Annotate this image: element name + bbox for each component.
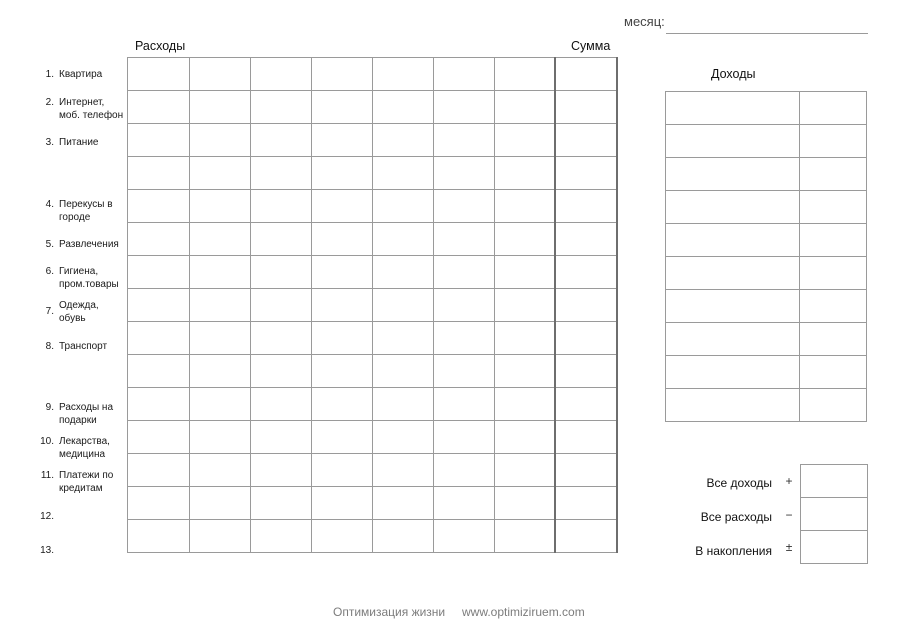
sum-cell[interactable] [555,421,617,454]
grid-row [666,224,867,257]
grid-cell[interactable] [128,520,190,553]
month-input-line[interactable] [666,33,868,34]
summary-income-label: Все доходы [706,476,772,490]
grid-cell[interactable] [801,465,868,498]
sum-cell[interactable] [555,289,617,322]
category-label: Лекарства, медицина [59,436,110,460]
category-7 [30,299,126,325]
grid-cell[interactable] [190,223,251,256]
grid-cell[interactable] [190,289,251,322]
grid-cell[interactable] [434,157,495,190]
grid-cell[interactable] [373,487,434,520]
grid-cell[interactable] [128,487,190,520]
grid-cell[interactable] [128,190,190,223]
category-label: Интернет, моб. телефон [59,97,124,121]
grid-cell[interactable] [251,58,312,91]
grid-cell[interactable] [312,289,373,322]
grid-cell[interactable] [434,355,495,388]
category-label [59,510,126,523]
category-label: Питание [59,137,99,148]
grid-row [666,290,867,323]
grid-cell[interactable] [312,58,373,91]
category-number: 13. [40,545,54,556]
grid-cell[interactable] [373,289,434,322]
grid-cell[interactable] [128,256,190,289]
grid-cell[interactable] [128,388,190,421]
grid-cell[interactable] [251,124,312,157]
category-6 [30,265,126,291]
grid-cell[interactable] [800,125,867,158]
summary-expenses-label: Все расходы [700,510,772,524]
category-label: Расходы на подарки [59,402,114,426]
grid-cell[interactable] [312,454,373,487]
grid-cell[interactable] [800,389,867,422]
grid-cell[interactable] [190,91,251,124]
grid-cell[interactable] [373,256,434,289]
sum-cell[interactable] [555,91,617,124]
sum-cell[interactable] [555,355,617,388]
grid-cell[interactable] [190,388,251,421]
grid-cell[interactable] [128,91,190,124]
grid-cell[interactable] [495,454,556,487]
grid-cell[interactable] [495,355,556,388]
grid-row [128,322,618,355]
grid-cell[interactable] [373,355,434,388]
summary-savings-label: В накопления [695,544,772,558]
category-number: 1. [45,69,54,80]
grid-cell[interactable] [495,421,556,454]
grid-cell[interactable] [434,256,495,289]
grid-row [128,124,618,157]
grid-cell[interactable] [373,421,434,454]
category-11 [30,469,126,495]
grid-cell[interactable] [251,322,312,355]
grid-cell[interactable] [800,290,867,323]
grid-cell[interactable] [434,520,495,553]
grid-cell[interactable] [128,157,190,190]
grid-row [801,531,868,564]
grid-cell[interactable] [312,322,373,355]
grid-cell[interactable] [666,290,800,323]
grid-cell[interactable] [434,91,495,124]
category-number: 7. [45,306,54,317]
grid-cell[interactable] [666,224,800,257]
category-12 [30,510,126,523]
grid-row [128,355,618,388]
category-number: 3. [45,137,54,148]
grid-row [128,223,618,256]
grid-cell[interactable] [666,92,800,125]
grid-cell[interactable] [312,256,373,289]
grid-cell[interactable] [373,190,434,223]
category-2 [30,96,126,122]
grid-cell[interactable] [801,498,868,531]
grid-cell[interactable] [251,454,312,487]
grid-cell[interactable] [190,355,251,388]
grid-cell[interactable] [434,190,495,223]
grid-cell[interactable] [434,289,495,322]
category-3 [30,136,126,149]
grid-row [666,257,867,290]
sum-cell[interactable] [555,388,617,421]
category-number: 5. [45,239,54,250]
category-number: 12. [40,511,54,522]
category-number: 10. [40,436,54,447]
grid-cell[interactable] [495,520,556,553]
grid-cell[interactable] [251,487,312,520]
grid-cell[interactable] [312,388,373,421]
grid-row [128,421,618,454]
grid-row [128,58,618,91]
grid-cell[interactable] [495,190,556,223]
category-number: 4. [45,199,54,210]
grid-cell[interactable] [434,487,495,520]
grid-cell[interactable] [373,223,434,256]
grid-cell[interactable] [128,355,190,388]
income-title: Доходы [711,67,756,81]
sum-cell[interactable] [555,190,617,223]
grid-cell[interactable] [373,157,434,190]
category-8 [30,340,126,353]
grid-row [128,289,618,322]
grid-cell[interactable] [800,224,867,257]
footer-brand: Оптимизация жизни [333,605,446,619]
expenses-title: Расходы [135,39,186,53]
grid-cell[interactable] [251,190,312,223]
category-4 [30,198,126,224]
grid-cell[interactable] [800,158,867,191]
expense-grid [127,57,618,553]
grid-row [128,157,618,190]
grid-cell[interactable] [434,421,495,454]
grid-cell[interactable] [434,58,495,91]
grid-cell[interactable] [800,323,867,356]
grid-cell[interactable] [434,322,495,355]
category-13 [30,544,126,557]
grid-cell[interactable] [666,191,800,224]
sum-cell[interactable] [555,256,617,289]
grid-cell[interactable] [495,388,556,421]
grid-row [666,158,867,191]
plus-icon: + [785,474,793,488]
grid-cell[interactable] [190,58,251,91]
grid-row [666,92,867,125]
grid-cell[interactable] [312,91,373,124]
grid-cell[interactable] [128,454,190,487]
grid-cell[interactable] [190,454,251,487]
grid-cell[interactable] [251,388,312,421]
grid-cell[interactable] [312,223,373,256]
grid-cell[interactable] [666,323,800,356]
category-number: 11. [40,470,54,481]
grid-cell[interactable] [434,124,495,157]
grid-cell[interactable] [373,124,434,157]
category-9 [30,401,126,427]
grid-cell[interactable] [666,158,800,191]
grid-row [801,498,868,531]
grid-cell[interactable] [495,289,556,322]
grid-cell[interactable] [190,421,251,454]
category-number: 6. [45,266,54,277]
grid-cell[interactable] [373,454,434,487]
grid-cell[interactable] [128,223,190,256]
grid-cell[interactable] [666,125,800,158]
grid-cell[interactable] [666,356,800,389]
grid-cell[interactable] [495,487,556,520]
sum-cell[interactable] [555,454,617,487]
sum-cell[interactable] [555,520,617,553]
grid-row [128,256,618,289]
grid-cell[interactable] [666,257,800,290]
category-label [59,544,126,557]
grid-cell[interactable] [495,223,556,256]
grid-cell[interactable] [251,223,312,256]
month-label: месяц: [624,14,665,29]
grid-cell[interactable] [373,520,434,553]
category-label: Перекусы в городе [59,199,113,223]
category-label: Платежи по кредитам [59,470,114,494]
category-1 [30,68,126,81]
grid-cell[interactable] [434,388,495,421]
summary-grid [800,464,868,564]
grid-cell[interactable] [312,520,373,553]
grid-cell[interactable] [312,355,373,388]
grid-cell[interactable] [312,421,373,454]
grid-cell[interactable] [800,191,867,224]
grid-row [128,91,618,124]
grid-cell[interactable] [666,389,800,422]
category-10 [30,435,126,461]
grid-row [666,389,867,422]
grid-cell[interactable] [190,322,251,355]
grid-row [666,323,867,356]
grid-cell[interactable] [800,356,867,389]
grid-cell[interactable] [128,289,190,322]
grid-cell[interactable] [373,58,434,91]
grid-cell[interactable] [495,157,556,190]
grid-cell[interactable] [434,454,495,487]
grid-row [801,465,868,498]
category-label: Квартира [59,69,103,80]
grid-cell[interactable] [373,322,434,355]
income-grid [665,91,867,422]
grid-cell[interactable] [312,487,373,520]
grid-cell[interactable] [495,322,556,355]
grid-cell[interactable] [801,531,868,564]
category-label: Транспорт [59,341,108,352]
category-label: Одежда, обувь [59,300,99,324]
grid-cell[interactable] [495,58,556,91]
category-label: Гигиена, пром.товары [59,266,119,290]
grid-cell[interactable] [495,91,556,124]
grid-row [128,388,618,421]
grid-cell[interactable] [800,257,867,290]
grid-cell[interactable] [128,322,190,355]
grid-cell[interactable] [495,256,556,289]
grid-cell[interactable] [800,92,867,125]
grid-cell[interactable] [495,124,556,157]
sum-cell[interactable] [555,223,617,256]
sum-cell[interactable] [555,487,617,520]
grid-row [666,125,867,158]
category-5 [30,238,126,251]
grid-cell[interactable] [190,520,251,553]
sum-cell[interactable] [555,157,617,190]
category-number: 2. [45,97,54,108]
grid-cell[interactable] [373,91,434,124]
category-number: 8. [45,341,54,352]
grid-row [128,454,618,487]
footer-website: www.optimiziruem.com [462,605,585,619]
sum-title: Сумма [571,39,611,53]
sum-cell[interactable] [555,124,617,157]
sum-cell[interactable] [555,58,617,91]
category-label: Развлечения [59,239,119,250]
grid-cell[interactable] [251,256,312,289]
grid-cell[interactable] [251,355,312,388]
grid-cell[interactable] [373,388,434,421]
sum-cell[interactable] [555,322,617,355]
grid-cell[interactable] [190,256,251,289]
grid-cell[interactable] [190,124,251,157]
grid-cell[interactable] [251,289,312,322]
grid-cell[interactable] [128,58,190,91]
grid-row [666,191,867,224]
grid-cell[interactable] [128,124,190,157]
grid-cell[interactable] [312,157,373,190]
grid-row [128,487,618,520]
plus-minus-icon: ± [785,540,793,554]
grid-cell[interactable] [190,487,251,520]
grid-cell[interactable] [434,223,495,256]
grid-cell[interactable] [190,190,251,223]
grid-cell[interactable] [190,157,251,190]
grid-cell[interactable] [251,520,312,553]
grid-row [666,356,867,389]
grid-cell[interactable] [251,421,312,454]
minus-icon: − [785,508,793,522]
grid-cell[interactable] [251,91,312,124]
grid-cell[interactable] [251,157,312,190]
grid-row [128,190,618,223]
grid-row [128,520,618,553]
grid-cell[interactable] [312,124,373,157]
category-number: 9. [45,402,54,413]
grid-cell[interactable] [312,190,373,223]
grid-cell[interactable] [128,421,190,454]
